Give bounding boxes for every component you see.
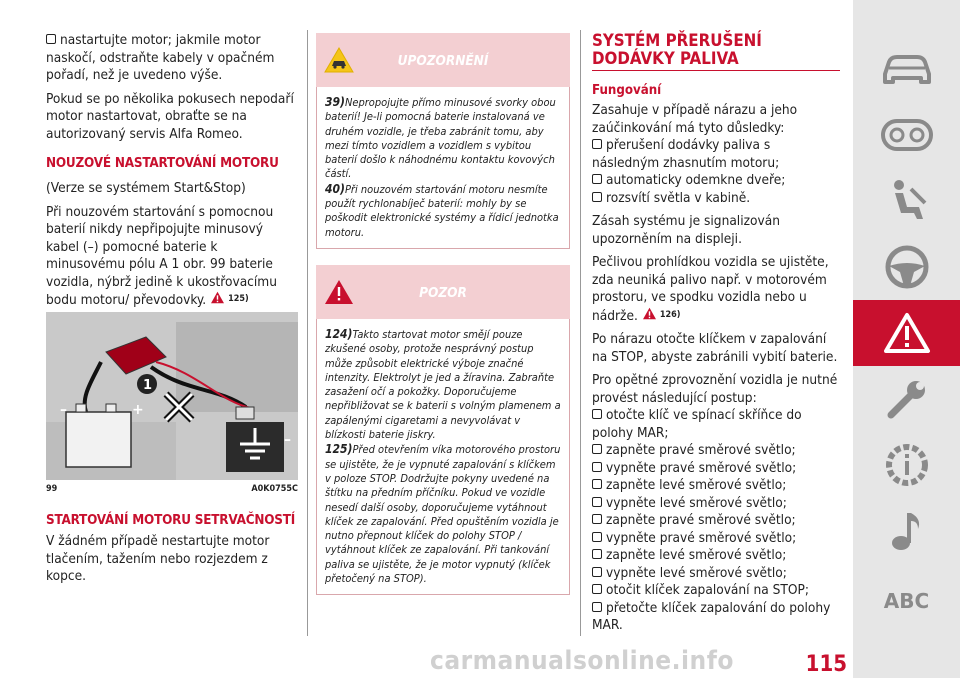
figure-99-battery bbox=[46, 312, 298, 480]
warning-banner bbox=[316, 265, 570, 319]
reference-number: 125) bbox=[228, 294, 249, 304]
bullet-item: vypněte levé směrové světlo; bbox=[592, 495, 840, 513]
paragraph: Zasahuje v případě nárazu a jeho zaúčinkování má tyto důsledky: bbox=[592, 102, 798, 136]
paragraph: Pro opětné zprovoznění vozidla je nutné provést následující postup: bbox=[592, 372, 838, 406]
bullet-item: zapněte pravé směrové světlo; bbox=[592, 512, 840, 530]
paragraph: V žádném případě nestartujte motor tlačením, tažením nebo rozjezdem z kopce. bbox=[46, 533, 270, 584]
paragraph-text: Pečlivou prohlídkou vozidla se ujistěte, zda neuniká palivo např. v motorovém prostoru, ve spodku vozidla nebo u nádrže. bbox=[592, 254, 829, 324]
sidebar-item-multimedia[interactable] bbox=[853, 498, 960, 564]
bullet-item: automaticky odemkne dveře; bbox=[592, 172, 840, 190]
page-title: SYSTÉM PŘERUŠENÍ DODÁVKY PALIVA bbox=[592, 31, 840, 71]
paragraph bbox=[46, 204, 298, 310]
paragraph: (Verze se systémem Start&Stop) bbox=[46, 180, 246, 196]
figure-code: A0K0755C bbox=[251, 484, 298, 494]
bullet-item: rozsvítí světla v kabině. bbox=[592, 190, 840, 208]
wrench-icon bbox=[885, 377, 929, 421]
page-number: 115 bbox=[805, 652, 847, 677]
item-number: 39) bbox=[325, 95, 345, 109]
svg-text:1: 1 bbox=[143, 378, 153, 393]
item-text: Před otevřením víka motorového prostoru se ujistěte, že je vypnuté zapalování s klíčkem v poloze STOP. Dodržujte pokyny uvedené na štítku na předním příčníku. Pokud ve vozidle nesedí další osoby, doporučujeme vytáhnout klíček ze zapalování. Před opuštěním vozidla je nutno přepnout klíček do polohy STOP / vytáhnout klíček ze zapalování. Při tankování paliva se ujistěte, že je motor vypnutý (klíček přetočený na STOP). bbox=[325, 443, 561, 586]
column-divider bbox=[580, 30, 581, 636]
bullet-item: vypněte pravé směrové světlo; bbox=[592, 460, 840, 478]
svg-text:+: + bbox=[132, 402, 144, 418]
bullet-item: vypněte pravé směrové světlo; bbox=[592, 530, 840, 548]
section-heading: STARTOVÁNÍ MOTORU SETRVAČNOSTÍ bbox=[46, 513, 296, 528]
chapter-sidebar bbox=[853, 0, 960, 678]
item-number: 40) bbox=[325, 181, 345, 196]
item-text: Takto startovat motor smějí pouze zkušené osoby, protože nesprávný postup může způsobit elektrické výboje značné intenzity. Elektrolyt je jed a žíravina. Zabraňte zasažení očí a pokožky. Doporučujeme nepřibližovat se k baterii s volným plamenem a zapálenými cigaretami a nevyvolávat v blízkosti baterie jiskry. bbox=[325, 327, 561, 442]
figure-caption bbox=[46, 484, 298, 494]
sidebar-item-specs[interactable] bbox=[853, 432, 960, 498]
bullet-item: přetočte klíček zapalování do polohy MAR. bbox=[592, 600, 840, 635]
sidebar-item-emergency[interactable] bbox=[853, 300, 960, 366]
column-right bbox=[592, 0, 840, 635]
sidebar-item-dashboard[interactable] bbox=[853, 102, 960, 168]
sidebar-item-maintenance[interactable] bbox=[853, 366, 960, 432]
warning-triangle-icon bbox=[210, 291, 225, 304]
svg-text:–: – bbox=[284, 432, 291, 448]
paragraph: Pokud se po několika pokusech nepodaří motor nastartovat, obraťte se na autorizovaný servis Alfa Romeo. bbox=[46, 90, 294, 142]
bullet-item: nastartujte motor; jakmile motor bbox=[46, 32, 298, 50]
abc-icon: ABC bbox=[883, 589, 930, 613]
item-text: Při nouzovém startování motoru nesmíte použít rychlonabíječ baterií: mohly by se poškodit elektronické systémy a řídicí jednotka motoru. bbox=[325, 182, 559, 239]
bullet-item: zapněte levé směrové světlo; bbox=[592, 547, 840, 565]
notice-banner bbox=[316, 33, 570, 87]
warning-triangle-icon bbox=[883, 312, 931, 354]
reference-number: 126) bbox=[659, 309, 681, 320]
bullet-item: zapněte levé směrové světlo; bbox=[592, 477, 840, 495]
warning-title: POZOR bbox=[419, 284, 467, 301]
sidebar-item-index[interactable] bbox=[853, 568, 960, 634]
bullet-item: otočte klíč ve spínací skříňce do polohy MAR; bbox=[592, 407, 840, 442]
warning-item bbox=[325, 442, 561, 586]
battery-connection-illustration bbox=[46, 312, 298, 480]
music-note-icon bbox=[890, 509, 924, 553]
notice-title: UPOZORNĚNÍ bbox=[397, 53, 489, 69]
bullet-item: vypněte levé směrové světlo; bbox=[592, 565, 840, 583]
item-number: 125) bbox=[325, 442, 353, 457]
paragraph-text: Při nouzovém startování s pomocnou baterií nikdy nepřipojujte minusový kabel (–) pomocné baterie k minusovému pólu A 1 obr. 99 baterie vozidla, nýbrž jedině k ukostřovacímu bodu motoru/ převodovky. bbox=[46, 203, 277, 308]
steering-wheel-icon bbox=[884, 244, 930, 290]
svg-text:–: – bbox=[60, 402, 67, 418]
paragraph: Po nárazu otočte klíčkem v zapalování na STOP, abyste zabránili vybití baterie. bbox=[592, 331, 838, 365]
sidebar-item-car[interactable] bbox=[853, 36, 960, 102]
procedure-list bbox=[592, 407, 840, 635]
item-number: 124) bbox=[325, 326, 353, 341]
item-text: Nepropojujte přímo minusové svorky obou baterií! Je-li pomocná baterie instalovaná ve druhém vozidle, je třeba zabránit tomu, aby mezi tímto vozidlem a vozidlem s vybitou baterií došlo k náhodnému kontaktu kovových částí. bbox=[325, 96, 556, 181]
bullet-item: zapněte pravé směrové světlo; bbox=[592, 442, 840, 460]
column-left bbox=[46, 0, 298, 316]
dashboard-icon bbox=[881, 117, 933, 153]
column-divider bbox=[307, 30, 308, 636]
column-middle bbox=[316, 33, 570, 595]
notice-item bbox=[325, 95, 561, 182]
paragraph bbox=[592, 254, 840, 325]
car-icon bbox=[881, 52, 933, 86]
bullet-list bbox=[592, 137, 840, 207]
bullet-item: přerušení dodávky paliva s následným zhasnutím motoru; bbox=[592, 137, 840, 172]
seat-icon bbox=[885, 179, 929, 223]
sidebar-item-seat[interactable] bbox=[853, 168, 960, 234]
warning-triangle-icon bbox=[642, 307, 657, 320]
info-gear-icon bbox=[884, 442, 930, 488]
watermark: carmanualsonline.info bbox=[430, 646, 734, 676]
figure-number: 99 bbox=[46, 484, 58, 494]
section-heading: NOUZOVÉ NASTARTOVÁNÍ MOTORU bbox=[46, 156, 279, 171]
warning-box bbox=[316, 319, 570, 595]
bullet-item: otočit klíček zapalování na STOP; bbox=[592, 582, 840, 600]
column-left-bottom bbox=[46, 512, 298, 592]
paragraph: naskočí, odstraňte kabely v opačném pořadí, než je uvedeno výše. bbox=[46, 49, 275, 83]
paragraph: Zásah systému je signalizován upozorněním na displeji. bbox=[592, 213, 780, 247]
notice-box bbox=[316, 87, 570, 249]
warning-item bbox=[325, 327, 561, 442]
sidebar-item-steering[interactable] bbox=[853, 234, 960, 300]
subheading: Fungování bbox=[592, 83, 662, 98]
notice-item bbox=[325, 182, 561, 240]
